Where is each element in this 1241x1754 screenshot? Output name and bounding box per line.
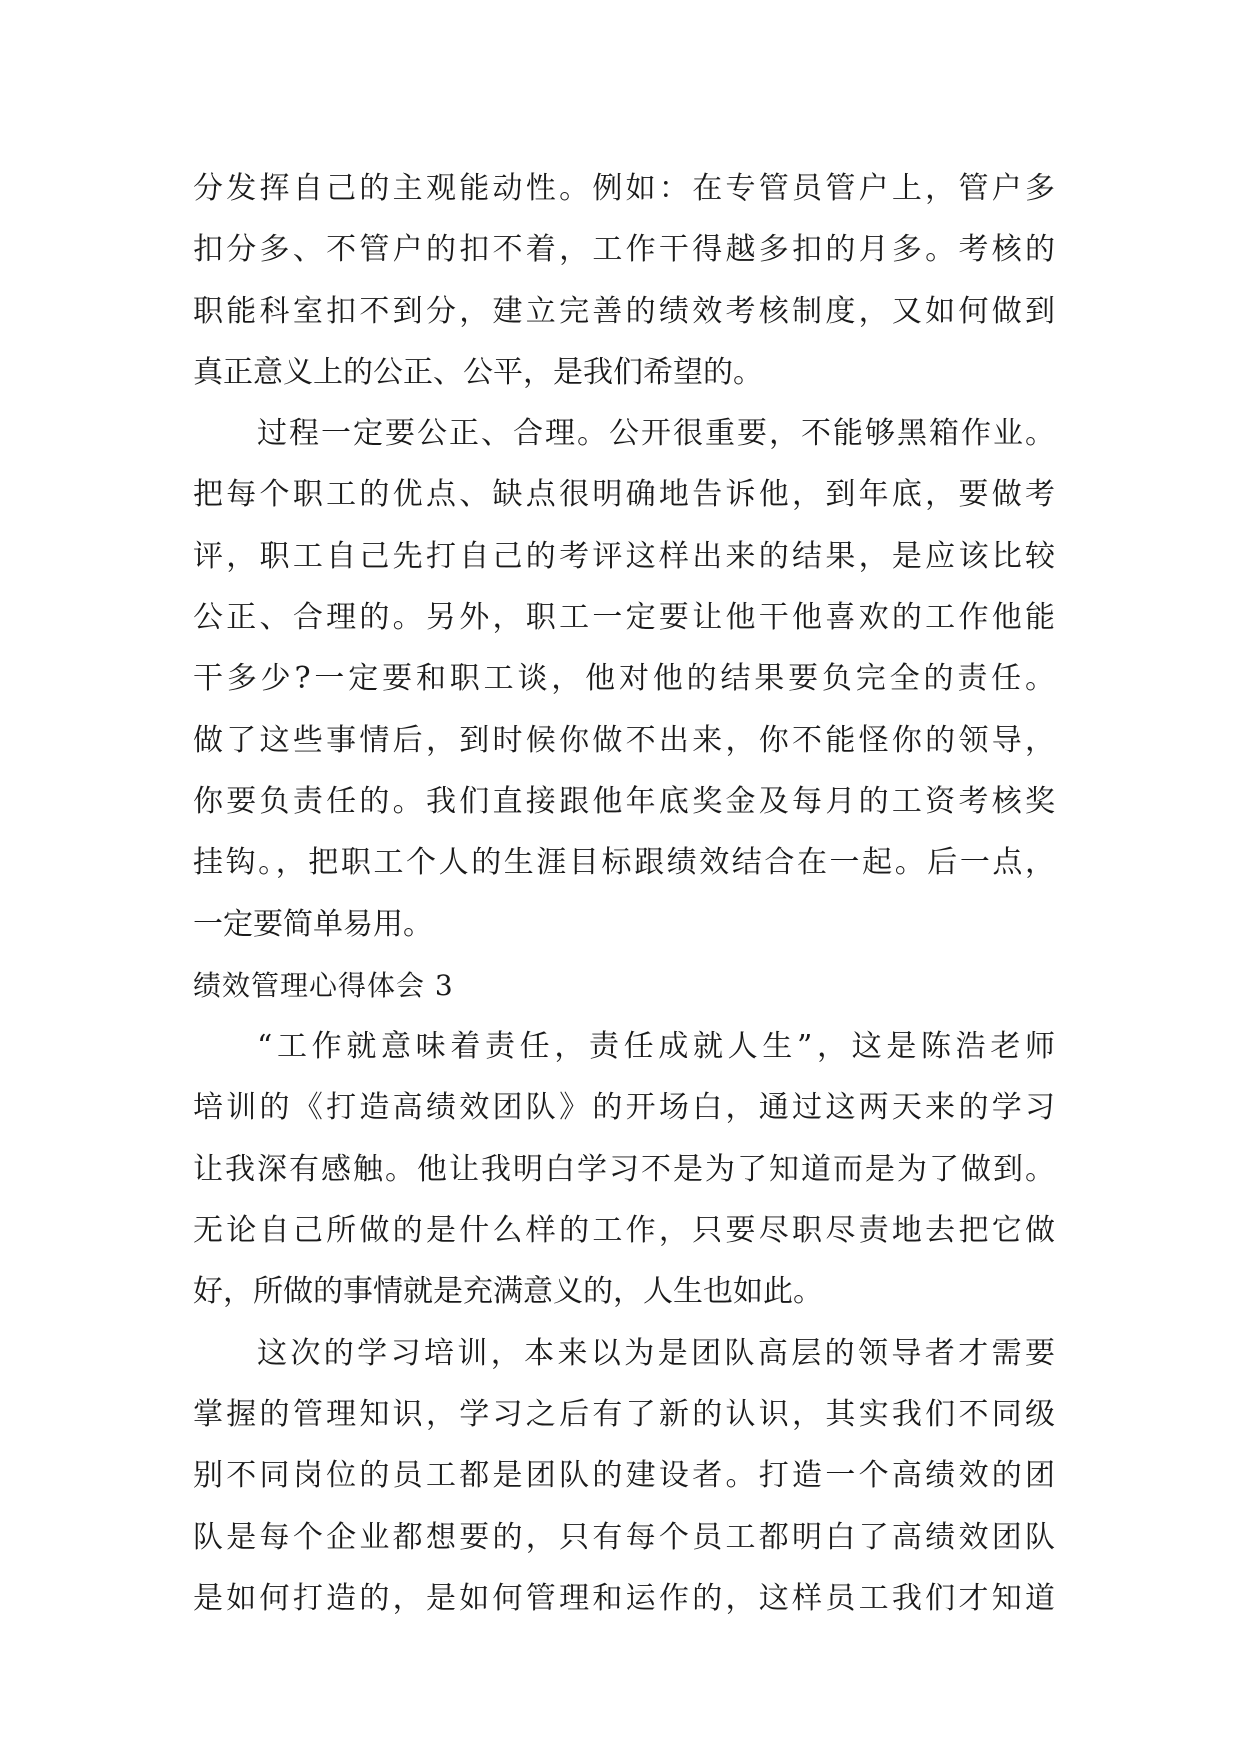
text-line: 别不同岗位的员工都是团队的建设者。打造一个高绩效的团 [193,1458,1055,1494]
text-line: 一定要简单易用。 [193,906,433,942]
text-line: 好，所做的事情就是充满意义的，人生也如此。 [193,1274,823,1310]
text-line: 真正意义上的公正、公平，是我们希望的。 [193,354,763,390]
text-line: 你要负责任的。我们直接跟他年底奖金及每月的工资考核奖 [193,783,1055,819]
paragraph-first-line: “工作就意味着责任，责任成就人生”，这是陈浩老师 [257,1029,1055,1065]
text-line: 把每个职工的优点、缺点很明确地告诉他，到年底，要做考 [193,477,1055,513]
text-line: 掌握的管理知识，学习之后有了新的认识，其实我们不同级 [193,1396,1055,1432]
text-line: 干多少?一定要和职工谈，他对他的结果要负完全的责任。 [193,661,1055,697]
text-line: 做了这些事情后，到时候你做不出来，你不能怪你的领导， [193,722,1055,758]
paragraph-first-line: 过程一定要公正、合理。公开很重要，不能够黑箱作业。 [257,416,1055,452]
text-line: 职能科室扣不到分，建立完善的绩效考核制度，又如何做到 [193,293,1055,329]
paragraph-first-line: 这次的学习培训，本来以为是团队高层的领导者才需要 [257,1335,1055,1371]
body-text [193,158,1055,1629]
text-line: 挂钩。，把职工个人的生涯目标跟绩效结合在一起。后一点， [193,845,1055,881]
text-line: 培训的《打造高绩效团队》的开场白，通过这两天来的学习 [193,1090,1055,1126]
text-line: 评，职工自己先打自己的考评这样出来的结果，是应该比较 [193,538,1055,574]
text-line: 让我深有感触。他让我明白学习不是为了知道而是为了做到。 [193,1151,1055,1187]
text-line: 扣分多、不管户的扣不着，工作干得越多扣的月多。考核的 [193,232,1055,268]
section-heading: 绩效管理心得体会 3 [193,968,454,1002]
text-line: 公正、合理的。另外，职工一定要让他干他喜欢的工作他能 [193,600,1055,636]
text-line: 是如何打造的，是如何管理和运作的，这样员工我们才知道 [193,1580,1055,1616]
text-line: 队是每个企业都想要的，只有每个员工都明白了高绩效团队 [193,1519,1055,1555]
text-line: 无论自己所做的是什么样的工作，只要尽职尽责地去把它做 [193,1213,1055,1249]
text-line: 分发挥自己的主观能动性。例如：在专管员管户上，管户多 [193,171,1055,206]
